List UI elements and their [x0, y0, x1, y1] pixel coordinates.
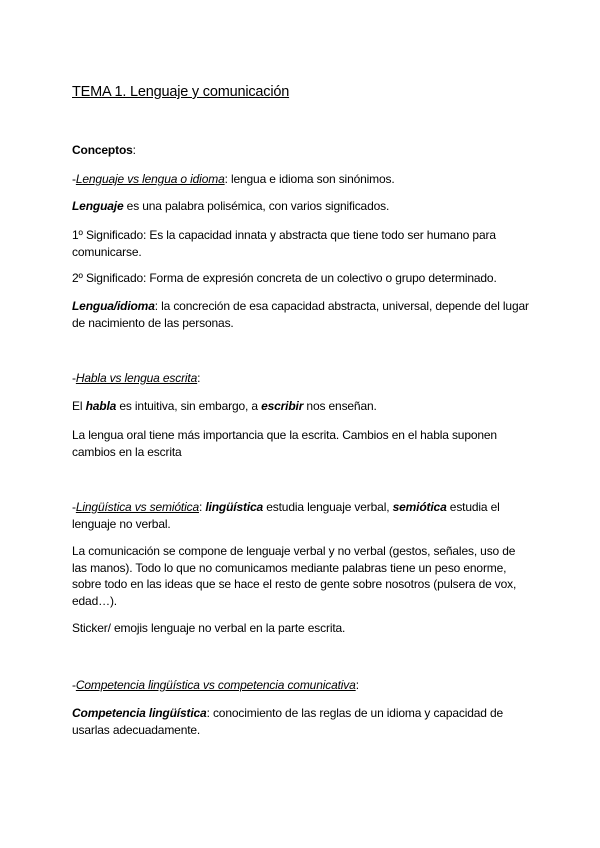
paragraph-text: : la concreción de esa capacidad abstracta, universal, depende del lugar de nacimiento de las personas. [72, 299, 529, 330]
dash: - [72, 172, 76, 186]
section-heading: Habla vs lengua escrita [75, 371, 198, 385]
dash: - [72, 500, 76, 514]
paragraph-competencia-heading [72, 677, 532, 694]
paragraph-text: es una palabra polisémica, con varios significados. [123, 199, 390, 213]
text: El [72, 399, 86, 413]
paragraph-competencia-linguistica [72, 705, 532, 738]
term: semiótica [392, 500, 447, 514]
term: habla [85, 399, 117, 413]
text: estudia el lenguaje no verbal. [72, 500, 500, 531]
paragraph-lengua-idioma [72, 298, 532, 331]
term: Lengua/idioma [72, 299, 155, 313]
paragraph-text: : lengua e idioma son sinónimos. [224, 172, 395, 186]
colon: : [198, 500, 206, 514]
text: es intuitiva, sin embargo, a [116, 399, 262, 413]
term: lingüística [205, 500, 264, 514]
paragraph-sticker-emojis: Sticker/ emojis lenguaje no verbal en la parte escrita. [72, 621, 346, 635]
section-heading: Lingüística vs semiótica [75, 500, 199, 514]
conceptos-heading [72, 142, 532, 159]
dash: - [72, 678, 76, 692]
conceptos-colon: : [132, 143, 136, 157]
paragraph-habla-intuitiva [72, 398, 532, 415]
text: nos enseñan. [303, 399, 377, 413]
paragraph-text: : conocimiento de las reglas de un idioma y capacidad de usarlas adecuadamente. [72, 706, 504, 737]
paragraph-lenguaje-polisemica [72, 198, 532, 215]
section-heading: Competencia lingüística vs competencia comunicativa [75, 678, 356, 692]
dash: - [72, 371, 76, 385]
paragraph-comunicacion: La comunicación se compone de lenguaje verbal y no verbal (gestos, señales, uso de las manos). Todo lo que no comunicamos mediante palabras tiene un peso enorme, sobre todo en las ideas que se hace el resto de gente sobre nosotros (pulsera de vox, edad…). [72, 544, 517, 608]
term: Lenguaje [72, 199, 124, 213]
paragraph-habla-vs-escrita [72, 370, 532, 387]
text: estudia lenguaje verbal, [263, 500, 393, 514]
paragraph-significado-1: 1º Significado: Es la capacidad innata y abstracta que tiene todo ser humano para comunicarse. [72, 228, 496, 259]
term: Competencia lingüística [72, 706, 207, 720]
paragraph-lengua-oral: La lengua oral tiene más importancia que la escrita. Cambios en el habla suponen cambios en la escrita [72, 428, 497, 459]
colon: : [197, 371, 201, 385]
page-title: TEMA 1. Lenguaje y comunicación [72, 84, 290, 100]
paragraph-linguistica-vs-semiotica [72, 499, 532, 532]
paragraph-significado-2: 2º Significado: Forma de expresión concreta de un colectivo o grupo determinado. [72, 271, 497, 285]
colon: : [355, 678, 359, 692]
paragraph-lenguaje-vs-lengua [72, 171, 532, 188]
term: escribir [261, 399, 304, 413]
conceptos-label: Conceptos [72, 143, 133, 157]
section-heading: Lenguaje vs lengua o idioma [75, 172, 225, 186]
